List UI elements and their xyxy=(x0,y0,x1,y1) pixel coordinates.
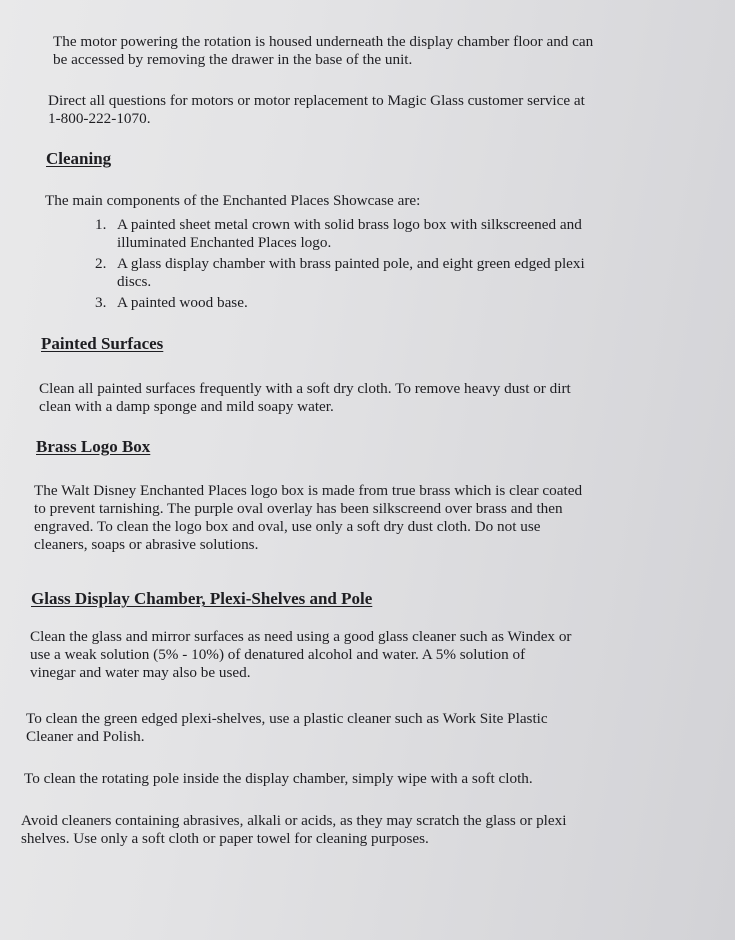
painted-surfaces-paragraph xyxy=(39,380,571,416)
text-line: use a weak solution (5% - 10%) of denatured alcohol and water. A 5% solution of xyxy=(30,646,526,663)
text-line: The motor powering the rotation is housed underneath the display chamber floor and can xyxy=(53,33,594,50)
text-line: A painted wood base. xyxy=(117,294,248,311)
text-line: Cleaner and Polish. xyxy=(26,728,145,745)
text-line: discs. xyxy=(117,273,152,290)
text-line: Clean the glass and mirror surfaces as need using a good glass cleaner such as Windex or xyxy=(30,628,572,645)
list-number: 1. xyxy=(95,216,107,233)
text-line: be accessed by removing the drawer in the base of the unit. xyxy=(53,51,413,68)
text-line: shelves. Use only a soft cloth or paper towel for cleaning purposes. xyxy=(21,830,429,847)
text-line: A painted sheet metal crown with solid brass logo box with silkscreened and xyxy=(117,216,582,233)
text-line: vinegar and water may also be used. xyxy=(30,664,251,681)
text-line: The Walt Disney Enchanted Places logo box is made from true brass which is clear coated xyxy=(34,482,583,499)
list-number: 2. xyxy=(95,255,107,272)
list-item xyxy=(95,255,585,291)
text-line: engraved. To clean the logo box and oval, use only a soft dry dust cloth. Do not use xyxy=(34,518,541,535)
painted-surfaces-heading: Painted Surfaces xyxy=(41,334,164,353)
text-line: cleaners, soaps or abrasive solutions. xyxy=(34,536,259,553)
pole-paragraph xyxy=(24,770,533,788)
contact-paragraph xyxy=(48,92,585,128)
avoid-cleaners-paragraph xyxy=(21,812,566,848)
plexi-shelves-paragraph xyxy=(26,710,548,746)
text-line: clean with a damp sponge and mild soapy water. xyxy=(39,398,334,415)
text-line: Direct all questions for motors or motor replacement to Magic Glass customer service at xyxy=(48,92,585,109)
motor-paragraph xyxy=(53,33,593,69)
text-line: To clean the rotating pole inside the display chamber, simply wipe with a soft cloth. xyxy=(24,770,533,787)
text-line: A glass display chamber with brass painted pole, and eight green edged plexi xyxy=(117,255,585,272)
glass-chamber-heading: Glass Display Chamber, Plexi-Shelves and Pole xyxy=(31,589,373,608)
text-line: Avoid cleaners containing abrasives, alkali or acids, as they may scratch the glass or plexi xyxy=(21,812,567,829)
text-line: to prevent tarnishing. The purple oval overlay has been silkscreend over brass and then xyxy=(34,500,563,517)
components-list xyxy=(95,216,585,312)
text-line: Clean all painted surfaces frequently with a soft dry cloth. To remove heavy dust or dirt xyxy=(39,380,571,397)
list-item xyxy=(95,216,585,252)
text-line: 1-800-222-1070. xyxy=(48,110,151,127)
brass-logo-box-paragraph xyxy=(34,482,582,554)
brass-logo-box-heading: Brass Logo Box xyxy=(36,437,151,456)
list-number: 3. xyxy=(95,294,107,311)
text-line: To clean the green edged plexi-shelves, use a plastic cleaner such as Work Site Plastic xyxy=(26,710,548,727)
cleaning-heading: Cleaning xyxy=(46,149,112,168)
components-intro: The main components of the Enchanted Places Showcase are: xyxy=(45,192,421,209)
glass-cleaning-paragraph xyxy=(30,628,571,682)
list-item xyxy=(95,294,585,312)
text-line: illuminated Enchanted Places logo. xyxy=(117,234,332,251)
